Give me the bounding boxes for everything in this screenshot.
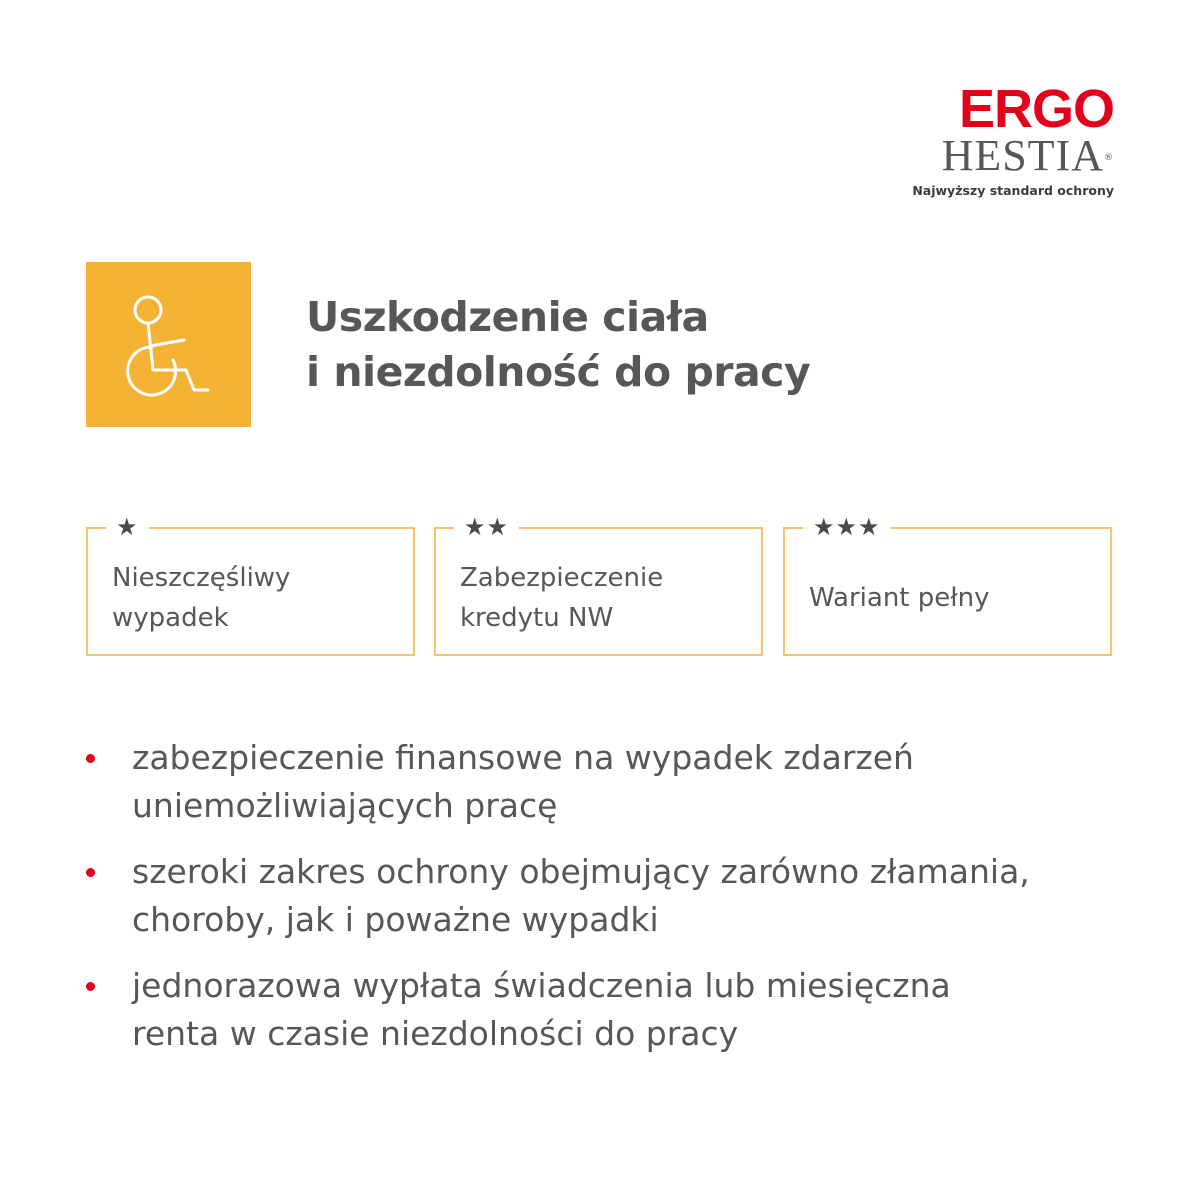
benefit-item [86, 848, 1126, 944]
logo-hestia-text: HESTIA [941, 131, 1104, 180]
benefit-text: zabezpieczenie finansowe na wypadek zdarzeń uniemożliwiających pracę [132, 738, 914, 825]
variant-card-zabezpieczenie-kredytu [434, 513, 763, 656]
star-rating-icon: ★★ [454, 512, 519, 542]
benefit-text: jednorazowa wypłata świadczenia lub miesięczna renta w czasie niezdolności do pracy [132, 966, 951, 1053]
star-rating-icon: ★ [106, 512, 149, 542]
benefit-item [86, 962, 1126, 1058]
hero-icon-tile [86, 262, 251, 427]
benefits-list [86, 734, 1126, 1076]
logo-hestia-wordmark [874, 131, 1114, 180]
benefit-text: szeroki zakres ochrony obejmujący zarówno złamania, choroby, jak i poważne wypadki [132, 852, 1030, 939]
ergo-hestia-logo [874, 79, 1114, 198]
variant-label: Zabezpieczenie kredytu NW [460, 562, 664, 633]
bullet-dot-icon [86, 754, 95, 763]
benefit-item [86, 734, 1126, 830]
variant-label: Wariant pełny [809, 582, 990, 613]
page-title-line1: Uszkodzenie ciała [306, 293, 709, 341]
star-rating-icon: ★★★ [803, 512, 891, 542]
bullet-dot-icon [86, 982, 95, 991]
variant-label: Nieszczęśliwy wypadek [112, 562, 291, 633]
logo-tagline: Najwyższy standard ochrony [912, 183, 1114, 198]
wheelchair-icon [86, 262, 251, 427]
variant-card-wariant-pelny [783, 513, 1112, 656]
page-title [306, 290, 810, 400]
page-title-line2: i niezdolność do pracy [306, 348, 811, 396]
logo-ergo-wordmark: ERGO [958, 79, 1114, 139]
bullet-dot-icon [86, 868, 95, 877]
registered-mark: ® [1104, 153, 1114, 163]
variant-card-nieszczesliwy-wypadek [86, 513, 415, 656]
